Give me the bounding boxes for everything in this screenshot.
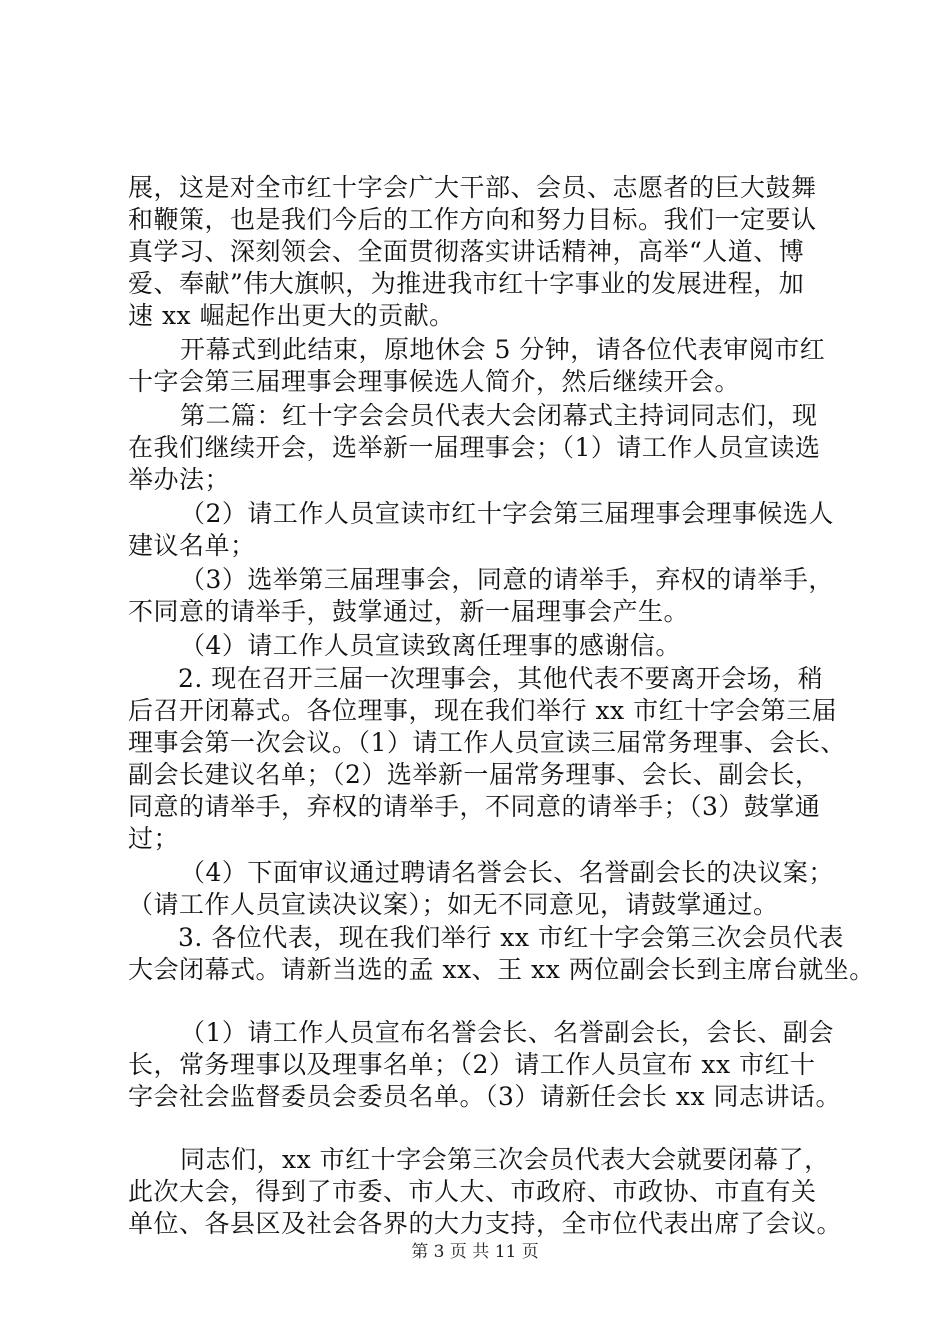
text-line: （1）请工作人员宣布名誉会长、名誉副会长，会长、副会 — [180, 1018, 834, 1047]
text-line: 同志们，xx 市红十字会第三次会员代表大会就要闭幕了， — [180, 1145, 830, 1174]
text-line: 字会社会监督委员会委员名单。（3）请新任会长 xx 同志讲话。 — [128, 1082, 841, 1111]
text-line: 十字会第三届理事会理事候选人简介，然后继续开会。 — [128, 367, 741, 396]
text-line: 真学习、深刻领会、全面贯彻落实讲话精神，高举“人道、博 — [128, 237, 805, 266]
page-footer: 第 3 页 共 11 页 — [411, 1242, 539, 1262]
text-line: 开幕式到此结束，原地休会 5 分钟，请各位代表审阅市红 — [180, 335, 826, 364]
text-line: 长，常务理事以及理事名单；（2）请工作人员宣布 xx 市红十 — [128, 1050, 816, 1079]
text-line: 此次大会，得到了市委、市人大、市政府、市政协、市直有关 — [128, 1177, 817, 1206]
text-line: 不同意的请举手，鼓掌通过，新一届理事会产生。 — [128, 597, 690, 626]
text-line: 后召开闭幕式。各位理事，现在我们举行 xx 市红十字会第三届 — [128, 696, 838, 725]
text-line: 过； — [128, 824, 180, 853]
text-line: 3. 各位代表，现在我们举行 xx 市红十字会第三次会员代表 — [178, 923, 844, 952]
text-line: 第二篇：红十字会会员代表大会闭幕式主持词同志们，现 — [180, 401, 818, 430]
text-line: 展，这是对全市红十字会广大干部、会员、志愿者的巨大鼓舞 — [128, 173, 817, 202]
text-line: 大会闭幕式。请新当选的孟 xx、王 xx 两位副会长到主席台就坐。 — [128, 955, 875, 984]
text-line: 在我们继续开会，选举新一届理事会；（1）请工作人员宣读选 — [128, 433, 821, 462]
text-line: （2）请工作人员宣读市红十字会第三届理事会理事候选人 — [180, 499, 834, 528]
text-line: 理事会第一次会议。（1）请工作人员宣读三届常务理事、会长、 — [128, 728, 846, 757]
text-line: （请工作人员宣读决议案）；如无不同意见，请鼓掌通过。 — [128, 890, 779, 919]
text-line: 建议名单； — [128, 531, 256, 560]
text-line: 和鞭策，也是我们今后的工作方向和努力目标。我们一定要认 — [128, 205, 817, 234]
text-line: 举办法； — [128, 465, 231, 494]
text-line: 同意的请举手，弃权的请举手，不同意的请举手；（3）鼓掌通 — [128, 792, 821, 821]
text-line: 2. 现在召开三届一次理事会，其他代表不要离开会场，稍 — [178, 664, 824, 693]
text-line: （4）请工作人员宣读致离任理事的感谢信。 — [180, 631, 681, 660]
text-line: 副会长建议名单；（2）选举新一届常务理事、会长、副会长， — [128, 760, 821, 789]
text-line: （4）下面审议通过聘请名誉会长、名誉副会长的决议案； — [180, 858, 834, 887]
text-line: 速 xx 崛起作出更大的贡献。 — [128, 301, 455, 330]
text-line: 爱、奉献”伟大旗帜，为推进我市红十字事业的发展进程，加 — [128, 269, 805, 298]
text-line: （3）选举第三届理事会，同意的请举手，弃权的请举手， — [180, 565, 834, 594]
text-line: 单位、各县区及社会各界的大力支持，全市位代表出席了会议。 — [128, 1209, 843, 1238]
